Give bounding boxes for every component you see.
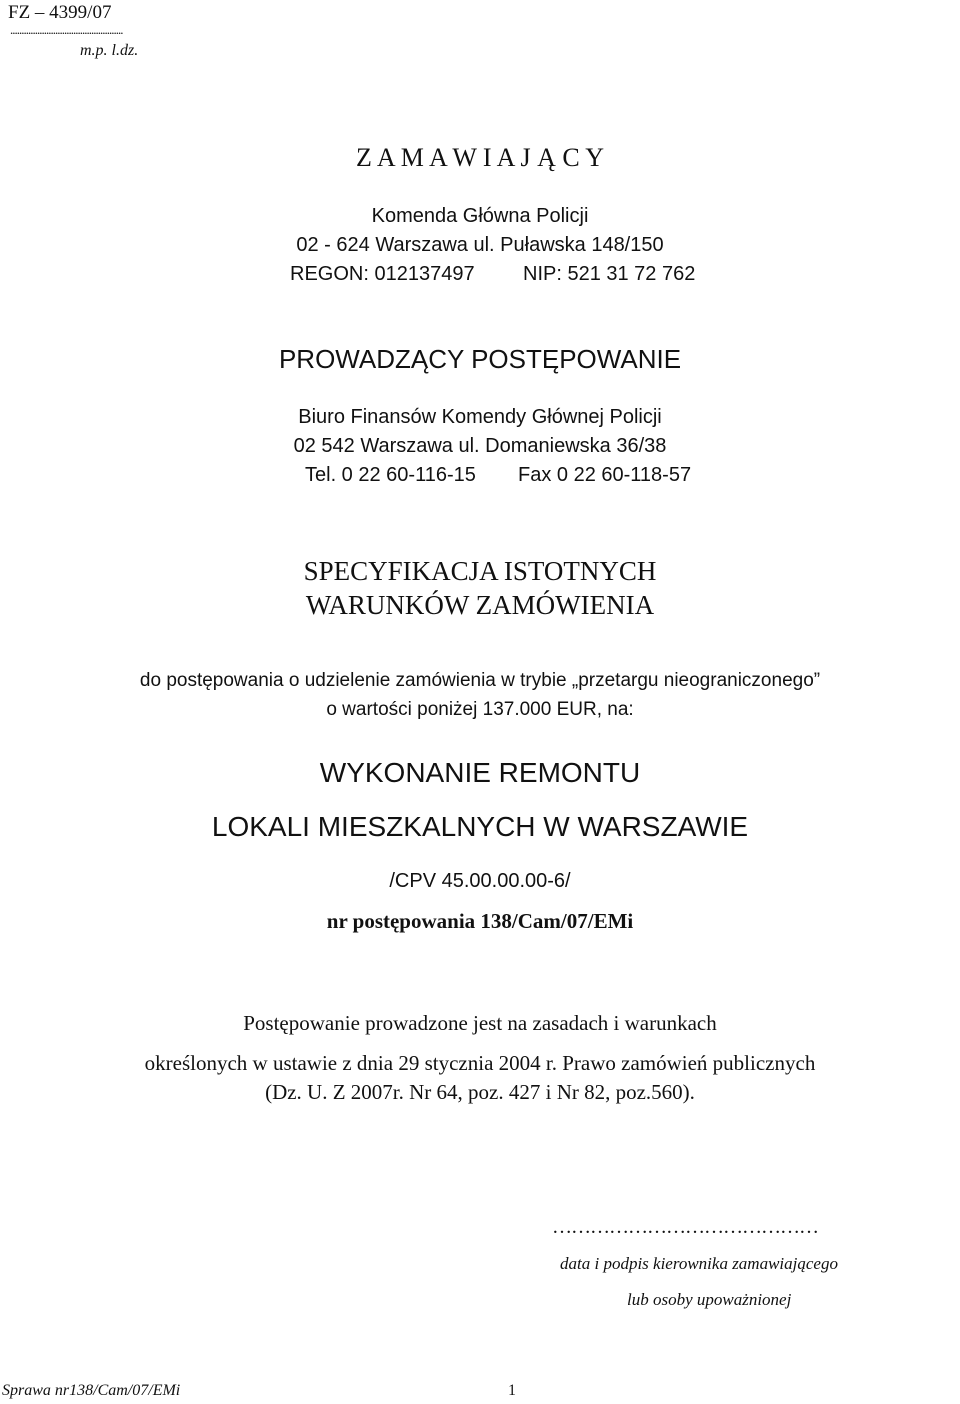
ordering-party-nip: NIP: 521 31 72 762 — [523, 263, 696, 285]
conducting-party-fax: Fax 0 22 60-118-57 — [518, 464, 692, 486]
document-reference-number: FZ – 4399/07 — [8, 2, 112, 23]
conducting-party-name: Biuro Finansów Komendy Głównej Policji — [298, 406, 662, 428]
legal-basis-line-3: (Dz. U. Z 2007r. Nr 64, poz. 427 i Nr 82, poz.560). — [265, 1080, 695, 1104]
specification-title-line-2: WARUNKÓW ZAMÓWIENIA — [305, 590, 655, 620]
ordering-party-name: Komenda Główna Policji — [371, 205, 589, 227]
registration-label: m.p. l.dz. — [80, 42, 139, 59]
registration-dots: .................................................. — [10, 22, 123, 37]
signature-caption-line-2: lub osoby upoważnionej — [627, 1290, 792, 1309]
legal-basis-line-2: określonych w ustawie z dnia 29 stycznia 2004 r. Prawo zamówień publicznych — [144, 1051, 816, 1075]
case-number: nr postępowania 138/Cam/07/EMi — [326, 909, 634, 933]
order-subject-line-1: WYKONANIE REMONTU — [319, 757, 641, 788]
footer-case-reference: Sprawa nr138/Cam/07/EMi — [2, 1382, 181, 1399]
specification-intro-line-2: o wartości poniżej 137.000 EUR, na: — [326, 699, 634, 720]
order-subject-line-2: LOKALI MIESZKALNYCH W WARSZAWIE — [211, 811, 749, 842]
conducting-party-phone: Tel. 0 22 60-116-15 — [305, 464, 476, 486]
cpv-code: /CPV 45.00.00.00-6/ — [389, 870, 571, 892]
specification-title-line-1: SPECYFIKACJA ISTOTNYCH — [303, 556, 657, 586]
footer-page-number: 1 — [508, 1382, 516, 1399]
legal-basis-line-1: Postępowanie prowadzone jest na zasadach i warunkach — [243, 1011, 717, 1035]
conducting-party-heading: PROWADZĄCY POSTĘPOWANIE — [278, 344, 682, 374]
ordering-party-address: 02 - 624 Warszawa ul. Puławska 148/150 — [296, 234, 664, 256]
signature-caption-line-1: data i podpis kierownika zamawiającego — [560, 1254, 838, 1273]
conducting-party-address: 02 542 Warszawa ul. Domaniewska 36/38 — [293, 435, 667, 457]
ordering-party-heading: Z A M A W I A J Ą C Y — [355, 143, 605, 172]
specification-intro-line-1: do postępowania o udzielenie zamówienia w trybie „przetargu nieograniczonego” — [139, 670, 821, 691]
ordering-party-regon: REGON: 012137497 — [290, 263, 475, 285]
signature-dots: …………………………………… — [552, 1216, 818, 1238]
